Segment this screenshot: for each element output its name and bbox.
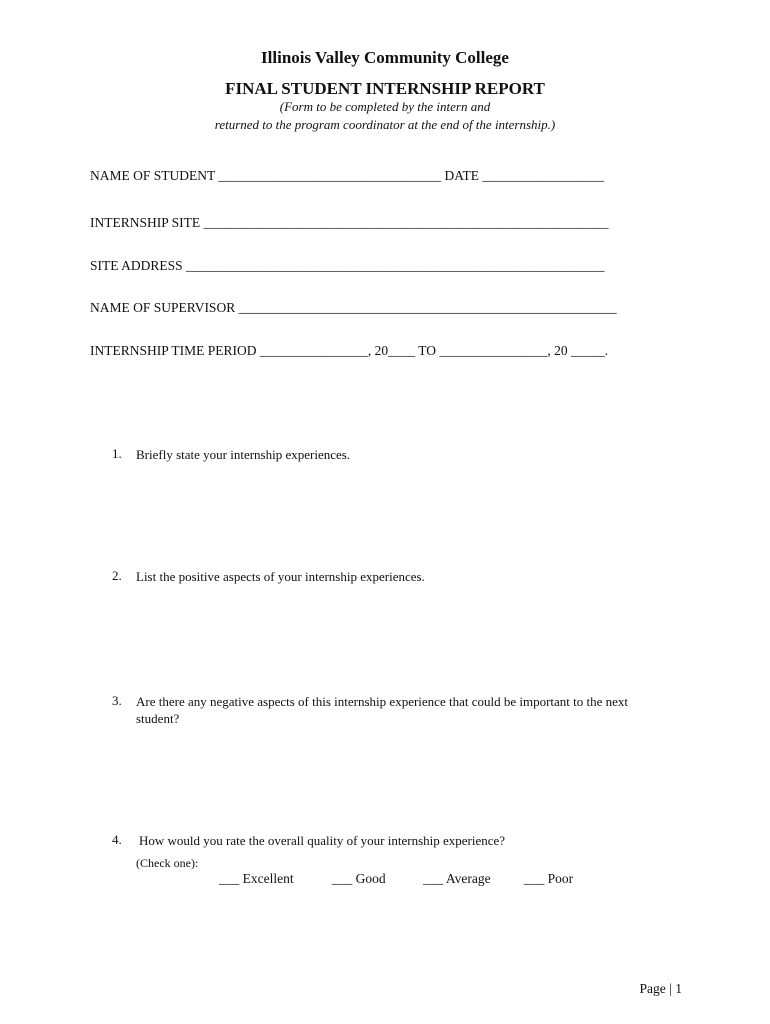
internship-site-field[interactable]: INTERNSHIP SITE ____________________________________________________________: [90, 215, 609, 230]
question-4-number: 4.: [112, 832, 122, 847]
question-2-number: 2.: [112, 568, 122, 583]
instructions-line-1: (Form to be completed by the intern and: [279, 99, 491, 114]
question-2-text: List the positive aspects of your internship experiences.: [136, 569, 425, 584]
report-title: FINAL STUDENT INTERNSHIP REPORT: [225, 79, 545, 98]
question-3-number: 3.: [112, 693, 122, 708]
name-of-student-field[interactable]: NAME OF STUDENT _________________________________ DATE __________________: [90, 168, 604, 183]
page-number: Page | 1: [639, 981, 682, 996]
rating-option-poor[interactable]: ___ Poor: [524, 871, 574, 886]
name-of-supervisor-field[interactable]: NAME OF SUPERVISOR ________________________________________________________: [90, 300, 617, 315]
question-3-text-line-1: Are there any negative aspects of this internship experience that could be important to the next: [136, 694, 629, 709]
question-3-text-line-2: student?: [136, 711, 180, 726]
internship-time-period-field[interactable]: INTERNSHIP TIME PERIOD ________________, 20____ TO ________________, 20 _____.: [90, 343, 609, 358]
rating-option-excellent[interactable]: ___ Excellent: [219, 871, 294, 886]
question-1-text: Briefly state your internship experiences.: [136, 447, 351, 462]
college-name: Illinois Valley Community College: [261, 48, 509, 67]
rating-option-good[interactable]: ___ Good: [332, 871, 386, 886]
rating-option-average[interactable]: ___ Average: [423, 871, 491, 886]
site-address-field[interactable]: SITE ADDRESS ______________________________________________________________: [90, 258, 605, 273]
question-1-number: 1.: [112, 446, 122, 461]
question-4-text: How would you rate the overall quality of your internship experience?: [139, 833, 506, 848]
check-one-note: (Check one):: [136, 856, 199, 870]
instructions-line-2: returned to the program coordinator at the end of the internship.): [214, 117, 556, 132]
